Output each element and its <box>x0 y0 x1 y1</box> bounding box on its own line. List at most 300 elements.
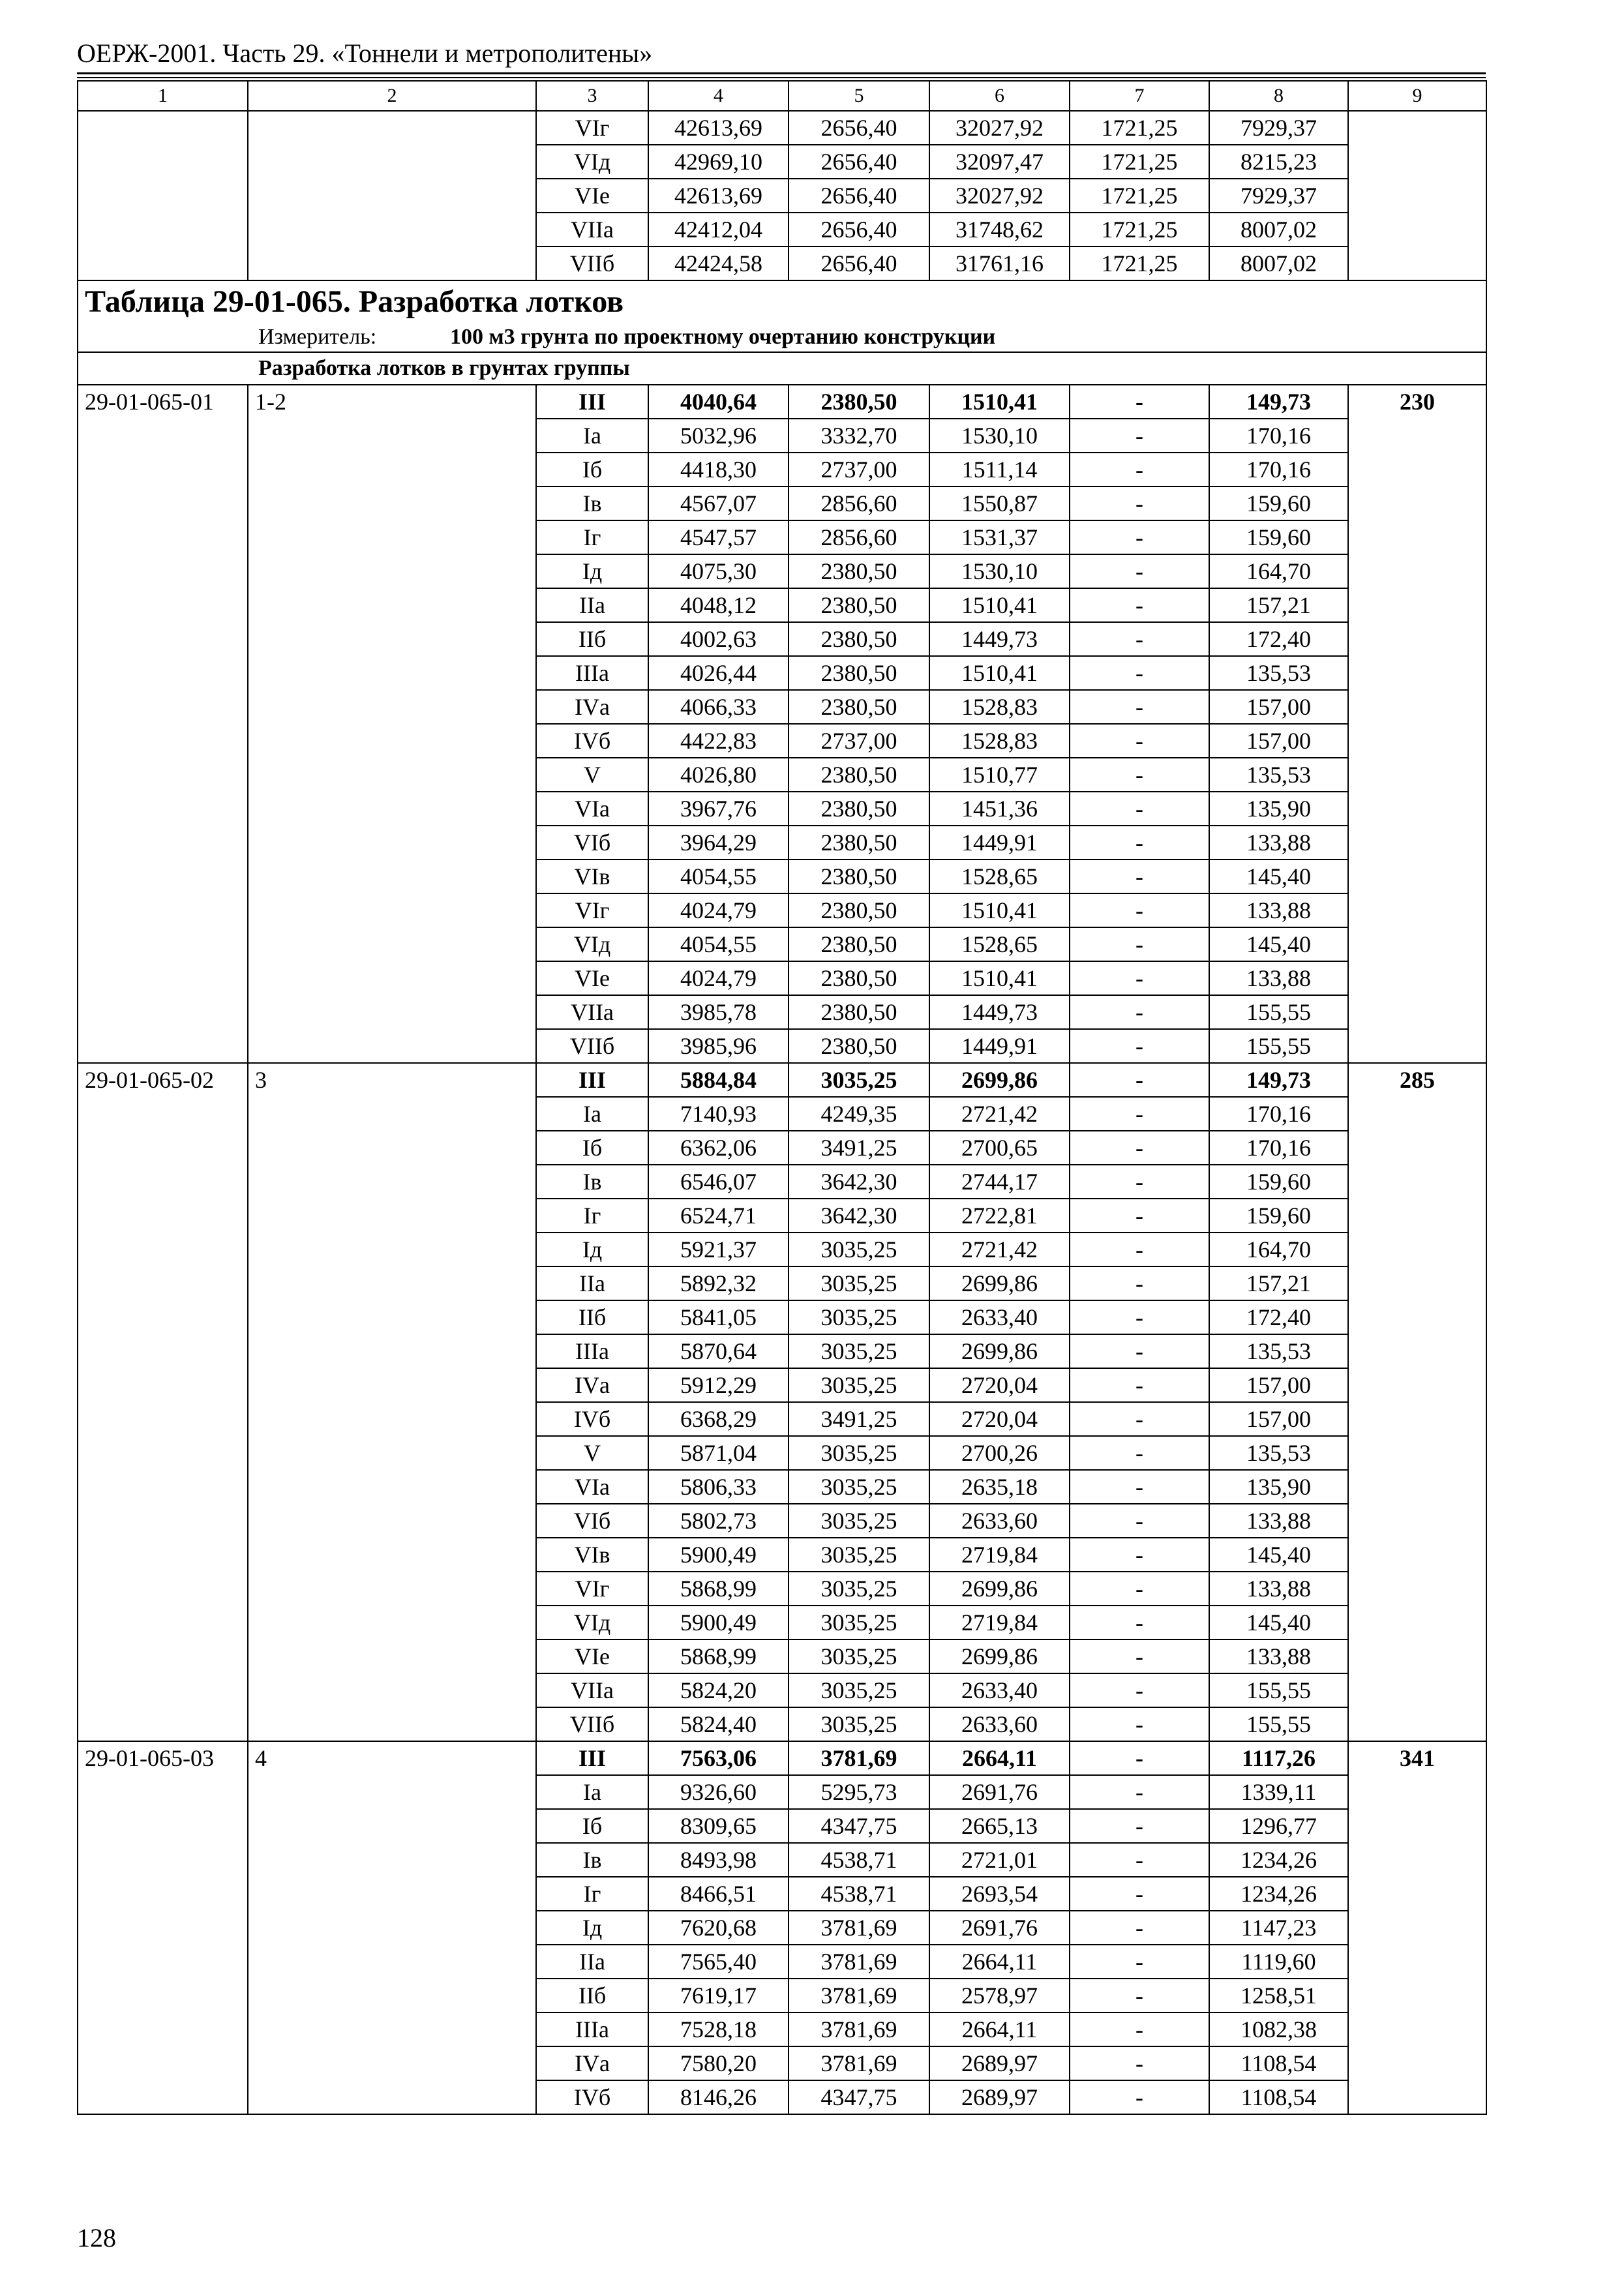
value-cell: 1511,14 <box>929 453 1070 486</box>
value-cell: IVб <box>536 1402 648 1436</box>
column-number: 1 <box>78 81 248 111</box>
value-cell: - <box>1070 1945 1209 1979</box>
value-cell: 2635,18 <box>929 1470 1070 1504</box>
table-title-row <box>78 280 1486 323</box>
value-cell: - <box>1070 1843 1209 1877</box>
value-cell: 32027,92 <box>929 111 1070 145</box>
value-cell: 2380,50 <box>789 554 929 588</box>
value-cell: IVа <box>536 1368 648 1402</box>
value-cell: 2664,11 <box>929 1741 1070 1775</box>
value-cell: 2664,11 <box>929 1945 1070 1979</box>
value-cell: 2689,97 <box>929 2080 1070 2114</box>
value-cell: 31761,16 <box>929 247 1070 280</box>
code-cell <box>78 111 248 280</box>
norm-code: 29-01-065-01 <box>78 385 248 1063</box>
value-cell: - <box>1070 1504 1209 1538</box>
value-cell: 1721,25 <box>1070 247 1209 280</box>
value-cell: 5870,64 <box>648 1334 789 1368</box>
value-cell: 3035,25 <box>789 1538 929 1572</box>
value-cell: VIIа <box>536 995 648 1029</box>
value-cell: 2737,00 <box>789 453 929 486</box>
value-cell: 2856,60 <box>789 486 929 520</box>
value-cell: VIа <box>536 792 648 826</box>
value-cell: 2380,50 <box>789 826 929 860</box>
column-number: 2 <box>248 81 536 111</box>
value-cell: III <box>536 1063 648 1097</box>
value-cell: 172,40 <box>1209 1300 1348 1334</box>
value-cell: Iа <box>536 1097 648 1131</box>
section-row <box>78 352 1486 385</box>
value-cell: - <box>1070 588 1209 622</box>
value-cell: - <box>1070 1470 1209 1504</box>
value-cell: 170,16 <box>1209 419 1348 453</box>
value-cell: IIб <box>536 1300 648 1334</box>
value-cell: 1550,87 <box>929 486 1070 520</box>
value-cell: 135,90 <box>1209 792 1348 826</box>
value-cell: 157,00 <box>1209 690 1348 724</box>
value-cell: 4075,30 <box>648 554 789 588</box>
value-cell: 4066,33 <box>648 690 789 724</box>
value-cell: 2633,60 <box>929 1504 1070 1538</box>
value-cell: 159,60 <box>1209 486 1348 520</box>
page-number: 128 <box>77 2223 116 2252</box>
value-cell: III <box>536 1741 648 1775</box>
value-cell: - <box>1070 1266 1209 1300</box>
value-cell: - <box>1070 1979 1209 2012</box>
value-cell: 4026,44 <box>648 656 789 690</box>
value-cell: 155,55 <box>1209 1707 1348 1741</box>
value-cell: 135,90 <box>1209 1470 1348 1504</box>
value-cell: 3491,25 <box>789 1402 929 1436</box>
value-cell: 2665,13 <box>929 1809 1070 1843</box>
value-cell: 4002,63 <box>648 622 789 656</box>
value-cell: - <box>1070 1097 1209 1131</box>
value-cell: Iб <box>536 1809 648 1843</box>
table-row <box>78 385 1486 419</box>
value-cell: 2691,76 <box>929 1911 1070 1945</box>
value-cell: 3781,69 <box>789 1741 929 1775</box>
value-cell: 2699,86 <box>929 1334 1070 1368</box>
value-cell: Iг <box>536 1877 648 1911</box>
value-cell: 3332,70 <box>789 419 929 453</box>
column-number-row <box>78 81 1486 111</box>
value-cell: 1234,26 <box>1209 1843 1348 1877</box>
value-cell: Iа <box>536 419 648 453</box>
value-cell: Iв <box>536 486 648 520</box>
value-cell: 7565,40 <box>648 1945 789 1979</box>
value-cell: - <box>1070 486 1209 520</box>
value-cell: 5295,73 <box>789 1775 929 1809</box>
table-row <box>78 111 1486 145</box>
value-cell: 4054,55 <box>648 927 789 961</box>
value-cell: 2633,40 <box>929 1300 1070 1334</box>
value-cell: 32097,47 <box>929 145 1070 179</box>
table-row <box>78 1063 1486 1097</box>
value-cell: 4347,75 <box>789 1809 929 1843</box>
value-cell: - <box>1070 1673 1209 1707</box>
price-table <box>77 80 1487 2115</box>
value-cell: IIа <box>536 1945 648 1979</box>
value-cell: 8309,65 <box>648 1809 789 1843</box>
value-cell: 42412,04 <box>648 213 789 247</box>
value-cell: 1528,65 <box>929 860 1070 893</box>
value-cell: 7929,37 <box>1209 111 1348 145</box>
value-cell: - <box>1070 1063 1209 1097</box>
value-cell: VIIб <box>536 1707 648 1741</box>
value-cell: 3035,25 <box>789 1436 929 1470</box>
value-cell: 145,40 <box>1209 860 1348 893</box>
value-cell: VIIб <box>536 1029 648 1063</box>
value-cell: 42969,10 <box>648 145 789 179</box>
value-cell: 2719,84 <box>929 1538 1070 1572</box>
value-cell: - <box>1070 860 1209 893</box>
value-cell: 2380,50 <box>789 656 929 690</box>
value-cell: 145,40 <box>1209 1606 1348 1639</box>
value-cell: Iд <box>536 1911 648 1945</box>
value-cell: VIг <box>536 111 648 145</box>
value-cell: 4567,07 <box>648 486 789 520</box>
header-rule-thin <box>77 77 1486 78</box>
norm-code: 29-01-065-02 <box>78 1063 248 1741</box>
value-cell: VIг <box>536 1572 648 1606</box>
column-number: 3 <box>536 81 648 111</box>
value-cell: 4054,55 <box>648 860 789 893</box>
value-cell: 1451,36 <box>929 792 1070 826</box>
value-cell: III <box>536 385 648 419</box>
value-cell: 2380,50 <box>789 758 929 792</box>
value-cell: 1510,41 <box>929 893 1070 927</box>
column-number: 5 <box>789 81 929 111</box>
value-cell: 42613,69 <box>648 179 789 213</box>
value-cell: 3035,25 <box>789 1368 929 1402</box>
soil-group: 4 <box>248 1741 536 2114</box>
value-cell: VIб <box>536 1504 648 1538</box>
column-number: 9 <box>1348 81 1486 111</box>
value-cell: - <box>1070 622 1209 656</box>
value-cell: 1531,37 <box>929 520 1070 554</box>
value-cell: 2380,50 <box>789 893 929 927</box>
value-cell: 1510,41 <box>929 588 1070 622</box>
value-cell: 2699,86 <box>929 1266 1070 1300</box>
value-cell: - <box>1070 385 1209 419</box>
value-cell: - <box>1070 961 1209 995</box>
value-cell: 3035,25 <box>789 1606 929 1639</box>
value-cell: - <box>1070 2046 1209 2080</box>
value-cell: - <box>1070 1877 1209 1911</box>
value-cell: - <box>1070 419 1209 453</box>
value-cell: - <box>1070 1334 1209 1368</box>
meter-value: 100 м3 грунта по проектному очертанию конструкции <box>450 325 996 349</box>
value-cell: 2722,81 <box>929 1199 1070 1233</box>
col9-cell <box>1348 111 1486 280</box>
column-number: 4 <box>648 81 789 111</box>
value-cell: 2693,54 <box>929 1877 1070 1911</box>
value-cell: 1510,41 <box>929 961 1070 995</box>
norm-code: 29-01-065-03 <box>78 1741 248 2114</box>
value-cell: 1721,25 <box>1070 145 1209 179</box>
value-cell: 2633,60 <box>929 1707 1070 1741</box>
value-cell: 135,53 <box>1209 1436 1348 1470</box>
section-title: Разработка лотков в грунтах группы <box>78 352 1486 385</box>
value-cell: VIIа <box>536 1673 648 1707</box>
value-cell: IIIа <box>536 656 648 690</box>
value-cell: 4249,35 <box>789 1097 929 1131</box>
value-cell: - <box>1070 656 1209 690</box>
value-cell: 2380,50 <box>789 995 929 1029</box>
value-cell: 2656,40 <box>789 145 929 179</box>
value-cell: 4048,12 <box>648 588 789 622</box>
meter-row <box>78 323 1486 352</box>
value-cell: - <box>1070 792 1209 826</box>
value-cell: - <box>1070 1572 1209 1606</box>
value-cell: 7620,68 <box>648 1911 789 1945</box>
value-cell: 8007,02 <box>1209 213 1348 247</box>
value-cell: 1108,54 <box>1209 2080 1348 2114</box>
value-cell: - <box>1070 1707 1209 1741</box>
value-cell: IVб <box>536 2080 648 2114</box>
value-cell: 149,73 <box>1209 1063 1348 1097</box>
value-cell: 135,53 <box>1209 1334 1348 1368</box>
table-title: Таблица 29-01-065. Разработка лотков <box>78 280 1486 323</box>
value-cell: 42613,69 <box>648 111 789 145</box>
value-cell: - <box>1070 1911 1209 1945</box>
value-cell: 2691,76 <box>929 1775 1070 1809</box>
meter-cell <box>78 323 1486 352</box>
value-cell: 2856,60 <box>789 520 929 554</box>
value-cell: VIв <box>536 1538 648 1572</box>
value-cell: - <box>1070 1606 1209 1639</box>
value-cell: 2656,40 <box>789 213 929 247</box>
value-cell: VIд <box>536 1606 648 1639</box>
value-cell: IIб <box>536 1979 648 2012</box>
value-cell: 4422,83 <box>648 724 789 758</box>
value-cell: 2719,84 <box>929 1606 1070 1639</box>
value-cell: 1510,41 <box>929 385 1070 419</box>
value-cell: 6368,29 <box>648 1402 789 1436</box>
value-cell: 135,53 <box>1209 758 1348 792</box>
value-cell: 2380,50 <box>789 690 929 724</box>
value-cell: 1721,25 <box>1070 179 1209 213</box>
value-cell: 164,70 <box>1209 1233 1348 1266</box>
value-cell: 3781,69 <box>789 1945 929 1979</box>
value-cell: 133,88 <box>1209 1639 1348 1673</box>
value-cell: 2689,97 <box>929 2046 1070 2080</box>
value-cell: 3781,69 <box>789 1979 929 2012</box>
value-cell: 2578,97 <box>929 1979 1070 2012</box>
value-cell: 2664,11 <box>929 2012 1070 2046</box>
soil-group: 3 <box>248 1063 536 1741</box>
value-cell: - <box>1070 758 1209 792</box>
value-cell: - <box>1070 1538 1209 1572</box>
value-cell: - <box>1070 1741 1209 1775</box>
value-cell: 2744,17 <box>929 1165 1070 1199</box>
value-cell: 8146,26 <box>648 2080 789 2114</box>
value-cell: 5032,96 <box>648 419 789 453</box>
value-cell: 4538,71 <box>789 1843 929 1877</box>
value-cell: 3035,25 <box>789 1707 929 1741</box>
value-cell: 1258,51 <box>1209 1979 1348 2012</box>
value-cell: 1721,25 <box>1070 213 1209 247</box>
value-cell: VIе <box>536 1639 648 1673</box>
value-cell: 3035,25 <box>789 1300 929 1334</box>
value-cell: - <box>1070 995 1209 1029</box>
value-cell: 4024,79 <box>648 961 789 995</box>
value-cell: 2700,26 <box>929 1436 1070 1470</box>
value-cell: 157,00 <box>1209 1368 1348 1402</box>
value-cell: 5824,20 <box>648 1673 789 1707</box>
value-cell: 7929,37 <box>1209 179 1348 213</box>
value-cell: IIа <box>536 588 648 622</box>
value-cell: V <box>536 758 648 792</box>
value-cell: V <box>536 1436 648 1470</box>
value-cell: 2721,42 <box>929 1097 1070 1131</box>
value-cell: 170,16 <box>1209 1131 1348 1165</box>
value-cell: 2380,50 <box>789 792 929 826</box>
value-cell: Iб <box>536 453 648 486</box>
value-cell: 155,55 <box>1209 1673 1348 1707</box>
value-cell: VIв <box>536 860 648 893</box>
value-cell: 2720,04 <box>929 1402 1070 1436</box>
value-cell: VIд <box>536 145 648 179</box>
value-cell: 170,16 <box>1209 453 1348 486</box>
value-cell: 5892,32 <box>648 1266 789 1300</box>
value-cell: 3035,25 <box>789 1063 929 1097</box>
value-cell: 2699,86 <box>929 1639 1070 1673</box>
value-cell: 145,40 <box>1209 1538 1348 1572</box>
value-cell: 8215,23 <box>1209 145 1348 179</box>
value-cell: 1147,23 <box>1209 1911 1348 1945</box>
value-cell: - <box>1070 1402 1209 1436</box>
value-cell: 2380,50 <box>789 1029 929 1063</box>
value-cell: 5900,49 <box>648 1538 789 1572</box>
value-cell: 2633,40 <box>929 1673 1070 1707</box>
value-cell: 157,21 <box>1209 1266 1348 1300</box>
value-cell: 5802,73 <box>648 1504 789 1538</box>
value-cell: 155,55 <box>1209 995 1348 1029</box>
value-cell: 8466,51 <box>648 1877 789 1911</box>
value-cell: 1082,38 <box>1209 2012 1348 2046</box>
value-cell: 1510,41 <box>929 656 1070 690</box>
value-cell: 7528,18 <box>648 2012 789 2046</box>
value-cell: 164,70 <box>1209 554 1348 588</box>
value-cell: 1530,10 <box>929 554 1070 588</box>
group-cell <box>248 111 536 280</box>
value-cell: - <box>1070 1809 1209 1843</box>
value-cell: - <box>1070 2012 1209 2046</box>
value-cell: 1449,73 <box>929 622 1070 656</box>
value-cell: - <box>1070 453 1209 486</box>
value-cell: 133,88 <box>1209 1572 1348 1606</box>
value-cell: 155,55 <box>1209 1029 1348 1063</box>
value-cell: 3035,25 <box>789 1470 929 1504</box>
value-cell: - <box>1070 724 1209 758</box>
value-cell: 3035,25 <box>789 1572 929 1606</box>
value-cell: VIг <box>536 893 648 927</box>
value-cell: 1528,83 <box>929 724 1070 758</box>
value-cell: Iд <box>536 554 648 588</box>
value-cell: 1528,83 <box>929 690 1070 724</box>
value-cell: 3035,25 <box>789 1504 929 1538</box>
value-cell: - <box>1070 826 1209 860</box>
value-cell: 1449,91 <box>929 826 1070 860</box>
value-cell: 159,60 <box>1209 1199 1348 1233</box>
value-cell: 170,16 <box>1209 1097 1348 1131</box>
value-cell: 2699,86 <box>929 1063 1070 1097</box>
value-cell: 6362,06 <box>648 1131 789 1165</box>
value-cell: 1530,10 <box>929 419 1070 453</box>
value-cell: 31748,62 <box>929 213 1070 247</box>
value-cell: IVа <box>536 690 648 724</box>
value-cell: - <box>1070 690 1209 724</box>
value-cell: 4024,79 <box>648 893 789 927</box>
value-cell: 2380,50 <box>789 860 929 893</box>
value-cell: 7563,06 <box>648 1741 789 1775</box>
value-cell: 2380,50 <box>789 961 929 995</box>
value-cell: - <box>1070 1029 1209 1063</box>
value-cell: - <box>1070 1368 1209 1402</box>
value-cell: - <box>1070 554 1209 588</box>
value-cell: 133,88 <box>1209 961 1348 995</box>
value-cell: 4040,64 <box>648 385 789 419</box>
value-cell: 2380,50 <box>789 927 929 961</box>
col9-value: 230 <box>1348 385 1486 1063</box>
value-cell: IVб <box>536 724 648 758</box>
value-cell: 3967,76 <box>648 792 789 826</box>
value-cell: 5900,49 <box>648 1606 789 1639</box>
value-cell: 1119,60 <box>1209 1945 1348 1979</box>
value-cell: - <box>1070 520 1209 554</box>
soil-group: 1-2 <box>248 385 536 1063</box>
value-cell: 8007,02 <box>1209 247 1348 280</box>
value-cell: 4547,57 <box>648 520 789 554</box>
value-cell: 5921,37 <box>648 1233 789 1266</box>
value-cell: 5871,04 <box>648 1436 789 1470</box>
value-cell: - <box>1070 1300 1209 1334</box>
column-number: 8 <box>1209 81 1348 111</box>
value-cell: 5841,05 <box>648 1300 789 1334</box>
value-cell: 1117,26 <box>1209 1741 1348 1775</box>
value-cell: 133,88 <box>1209 826 1348 860</box>
value-cell: 135,53 <box>1209 656 1348 690</box>
value-cell: 4538,71 <box>789 1877 929 1911</box>
value-cell: VIе <box>536 961 648 995</box>
value-cell: 3035,25 <box>789 1334 929 1368</box>
value-cell: - <box>1070 2080 1209 2114</box>
column-number: 7 <box>1070 81 1209 111</box>
value-cell: Iг <box>536 520 648 554</box>
price-table-body <box>78 81 1486 2114</box>
meter-label: Измеритель: <box>258 325 377 349</box>
value-cell: 3035,25 <box>789 1673 929 1707</box>
value-cell: 149,73 <box>1209 385 1348 419</box>
value-cell: 7140,93 <box>648 1097 789 1131</box>
value-cell: 3985,78 <box>648 995 789 1029</box>
value-cell: VIIб <box>536 247 648 280</box>
value-cell: 3035,25 <box>789 1266 929 1300</box>
value-cell: 1449,73 <box>929 995 1070 1029</box>
value-cell: 5912,29 <box>648 1368 789 1402</box>
value-cell: 4418,30 <box>648 453 789 486</box>
value-cell: 1296,77 <box>1209 1809 1348 1843</box>
value-cell: 157,21 <box>1209 588 1348 622</box>
value-cell: 9326,60 <box>648 1775 789 1809</box>
value-cell: Iб <box>536 1131 648 1165</box>
value-cell: 2380,50 <box>789 622 929 656</box>
value-cell: 157,00 <box>1209 724 1348 758</box>
value-cell: 1108,54 <box>1209 2046 1348 2080</box>
value-cell: 6546,07 <box>648 1165 789 1199</box>
value-cell: 1528,65 <box>929 927 1070 961</box>
